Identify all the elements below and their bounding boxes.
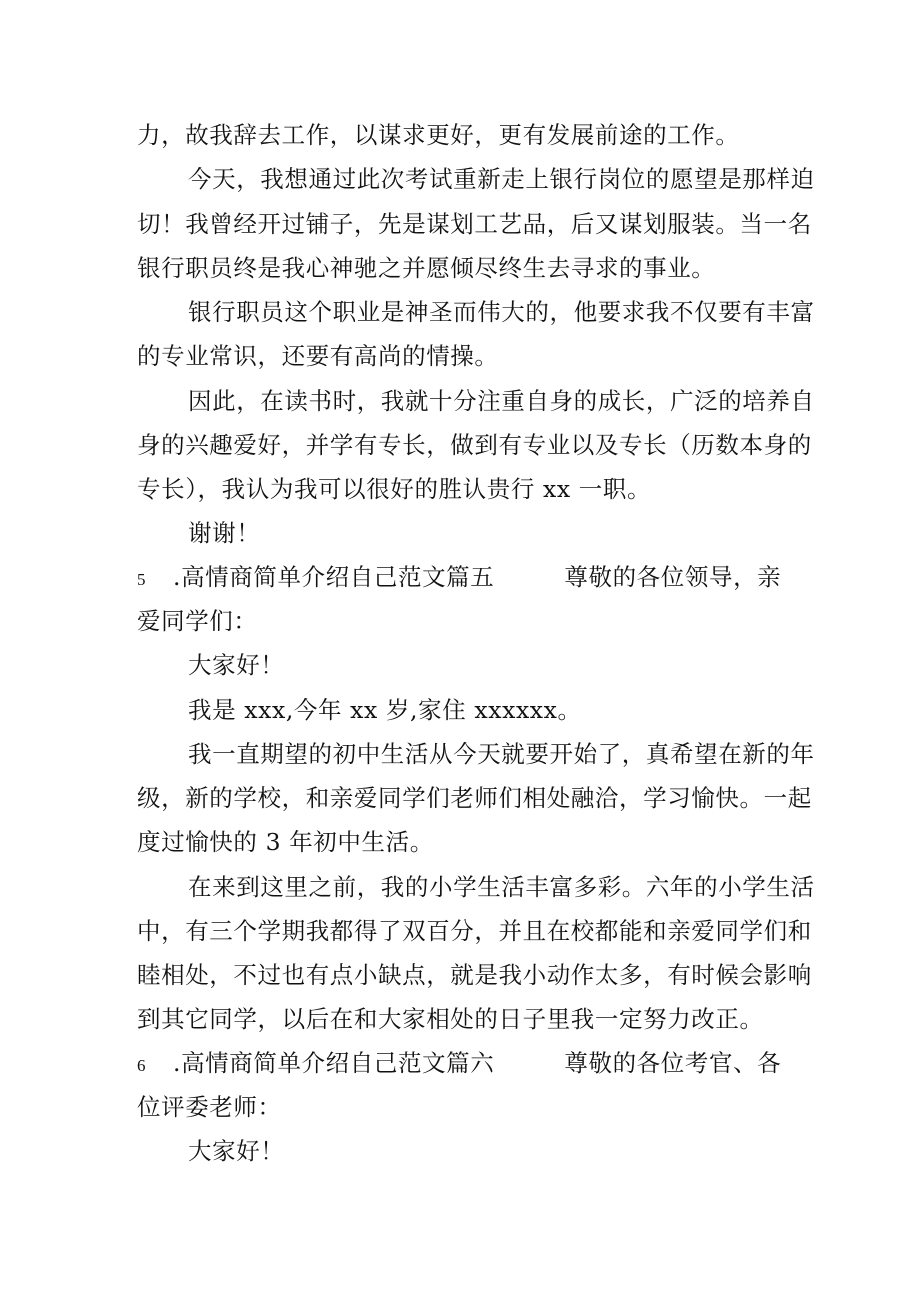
heading-title: .高情商简单介绍自己范文篇五: [173, 563, 495, 591]
paragraph-line: 我一直期望的初中生活从今天就要开始了，真希望在新的年: [188, 740, 815, 768]
paragraph-line: 专长），我认为我可以很好的胜认贵行 xx 一职。: [137, 475, 652, 503]
paragraph-line: 银行职员终是我心神驰之并愿倾尽终生去寻求的事业。: [137, 254, 716, 282]
section-heading-6: [137, 1049, 797, 1077]
paragraph-line: 度过愉快的 3 年初中生活。: [137, 828, 434, 856]
section-heading-5: [137, 563, 797, 591]
heading-number: 6: [137, 1056, 147, 1075]
paragraph-line: 大家好！: [188, 651, 285, 679]
heading-title: .高情商简单介绍自己范文篇六: [173, 1049, 495, 1077]
paragraph-line: 中，有三个学期我都得了双百分，并且在校都能和亲爱同学们和: [137, 917, 812, 945]
paragraph-line: 到其它同学，以后在和大家相处的日子里我一定努力改正。: [137, 1005, 764, 1033]
paragraph-line: 银行职员这个职业是神圣而伟大的，他要求我不仅要有丰富: [188, 298, 815, 326]
paragraph-line: 谢谢！: [188, 519, 261, 547]
paragraph-line: 今天，我想通过此次考试重新走上银行岗位的愿望是那样迫: [188, 165, 815, 193]
paragraph-line: 的专业常识，还要有高尚的情操。: [137, 342, 499, 370]
paragraph-line: 切！我曾经开过铺子，先是谋划工艺品，后又谋划服装。当一名: [137, 210, 812, 238]
heading-number: 5: [137, 570, 147, 589]
heading-tail: 尊敬的各位考官、各: [564, 1049, 782, 1077]
paragraph-line: 爱同学们：: [137, 607, 258, 635]
paragraph-line: 大家好！: [188, 1137, 285, 1165]
paragraph-line: 因此，在读书时，我就十分注重自身的成长，广泛的培养自: [188, 387, 815, 415]
paragraph-line: 睦相处，不过也有点小缺点，就是我小动作太多，有时候会影响: [137, 961, 812, 989]
paragraph-line: 在来到这里之前，我的小学生活丰富多彩。六年的小学生活: [188, 873, 815, 901]
paragraph-line: 力，故我辞去工作，以谋求更好，更有发展前途的工作。: [137, 121, 740, 149]
paragraph-line: 级，新的学校，和亲爱同学们老师们相处融洽，学习愉快。一起: [137, 784, 812, 812]
paragraph-line: 身的兴趣爱好，并学有专长，做到有专业以及专长（历数本身的: [137, 431, 812, 459]
paragraph-line: 我是 xxx,今年 xx 岁,家住 xxxxxx。: [188, 696, 582, 724]
heading-tail: 尊敬的各位领导，亲: [564, 563, 782, 591]
paragraph-line: 位评委老师：: [137, 1093, 282, 1121]
